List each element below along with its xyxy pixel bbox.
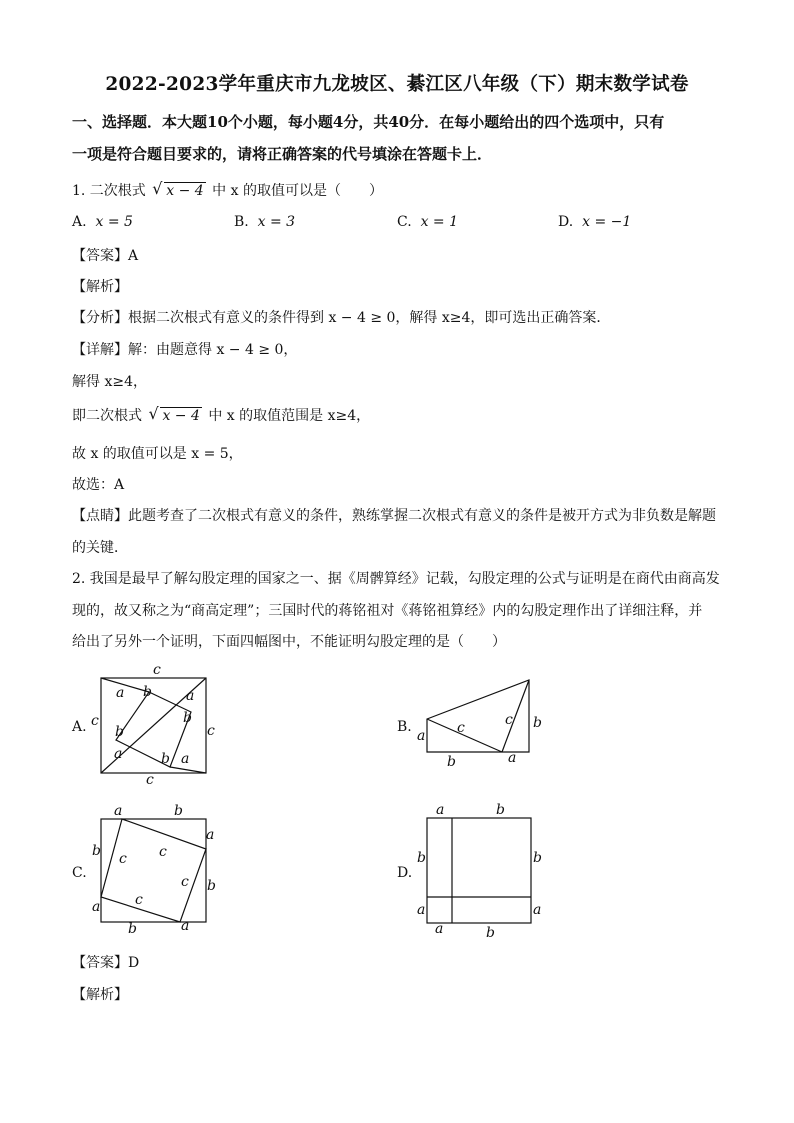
q2-stem-line3: 给出了另外一个证明，下面四幅图中，不能证明勾股定理的是（ ） <box>72 634 506 650</box>
fig-b-letter-b1: b <box>533 715 542 731</box>
fig-d-letter-a-left: a <box>417 902 426 918</box>
fig-a-letter-a1: a <box>116 685 125 701</box>
q1-option-d <box>558 214 631 230</box>
fig-b-letter-a2: a <box>508 750 517 766</box>
q1-step3-sqrt: √ x − 4 <box>148 404 200 424</box>
fig-c-letter-b-left: b <box>92 843 101 859</box>
fig-c-letter-b-bottom: b <box>128 921 137 937</box>
q1-option-d-value: x = −1 <box>582 214 632 230</box>
fig-b-letter-b2: b <box>447 754 456 770</box>
q1-dianjing-text1: 此题考查了二次根式有意义的条件，熟练掌握二次根式有意义的条件是被开方式为非负数是解题 <box>128 508 716 524</box>
q2-jiexi-tag: 【解析】 <box>72 987 128 1003</box>
fig-a-letter-a4: a <box>181 751 190 767</box>
fig-c-letter-a-top: a <box>114 803 123 819</box>
q1-radicand: x − 4 <box>166 183 204 199</box>
q1-option-b <box>234 214 295 230</box>
q1-step2: 解得 x≥4， <box>72 374 147 390</box>
fig-a-label: A. <box>72 719 87 735</box>
fig-b-letter-c2: c <box>505 712 513 728</box>
q1-stem-before: 1. 二次根式 <box>72 183 146 199</box>
q1-stem <box>72 180 383 200</box>
fig-d-letter-a-top: a <box>436 802 445 818</box>
fig-d-label: D. <box>397 865 413 881</box>
q2-answer-tag: 【答案】 <box>72 955 128 971</box>
q2-stem-line1: 2. 我国是最早了解勾股定理的国家之一、据《周髀算经》记载，勾股定理的公式与证明是在商代由商高发 <box>72 571 720 587</box>
fig-a-line-2 <box>170 767 206 773</box>
fig-c-letter-c4: c <box>135 892 143 908</box>
q1-xiangjie-text: 解：由题意得 x − 4 ≥ 0， <box>128 342 298 358</box>
fig-a-letter-b1: b <box>143 684 152 700</box>
fig-c-letter-a-right: a <box>206 827 215 843</box>
fig-a-inner-square <box>116 692 191 767</box>
q1-option-c-letter: C. <box>397 214 412 230</box>
q2-stem-line2: 现的，故又称之为“商高定理”；三国时代的蒋铭祖对《蒋铭祖算经》内的勾股定理作出了详细注释，并 <box>72 603 703 619</box>
q1-xiangjie-tag: 【详解】 <box>72 342 128 358</box>
figure-d-diagram <box>412 800 552 940</box>
figure-b-diagram <box>412 672 552 772</box>
fig-d-letter-a-bottom: a <box>435 921 444 937</box>
q1-dianjing-tag: 【点睛】 <box>72 508 128 524</box>
q2-answer-value: D <box>128 955 140 971</box>
figure-c-diagram <box>86 802 226 938</box>
q1-option-c <box>397 214 458 230</box>
fig-c-letter-b-top: b <box>174 803 183 819</box>
q1-dianjing-line2: 的关键． <box>72 540 128 556</box>
q1-stem-after: 中 x 的取值可以是（ ） <box>212 183 383 199</box>
fig-a-letter-a2: a <box>186 688 195 704</box>
fig-c-outer-square <box>101 819 206 922</box>
fig-c-letter-b-right: b <box>207 878 216 894</box>
q1-option-a-letter: A. <box>72 214 87 230</box>
fig-d-letter-b-top: b <box>496 802 505 818</box>
q1-fenxi-text: 根据二次根式有意义的条件得到 x − 4 ≥ 0，解得 x≥4，即可选出正确答案． <box>128 310 611 326</box>
q1-step3-after: 中 x 的取值范围是 x≥4， <box>208 408 371 424</box>
page-title: 2022-2023学年重庆市九龙坡区、綦江区八年级（下）期末数学试卷 <box>105 74 689 95</box>
q1-option-d-letter: D. <box>558 214 574 230</box>
fig-c-label: C. <box>72 865 87 881</box>
fig-c-letter-c3: c <box>181 874 189 890</box>
q1-dianjing <box>72 505 716 525</box>
q1-answer-tag: 【答案】 <box>72 248 128 264</box>
q1-xiangjie <box>72 339 297 359</box>
fig-d-letter-a-right: a <box>533 902 542 918</box>
q1-answer-value: A <box>128 248 139 264</box>
fig-c-letter-a-bottom: a <box>181 918 190 934</box>
q1-jiexi-tag: 【解析】 <box>72 279 128 295</box>
q1-step4: 故 x 的取值可以是 x = 5， <box>72 446 243 462</box>
fig-a-letter-b2: b <box>183 710 192 726</box>
section-heading-line2: 一项是符合题目要求的，请将正确答案的代号填涂在答题卡上． <box>72 145 493 163</box>
section-heading-line1: 一、选择题．本大题10个小题，每小题4分，共40分．在每小题给出的四个选项中，只有 <box>72 113 665 131</box>
q2-answer <box>72 952 139 972</box>
q1-option-a-value: x = 5 <box>95 214 133 230</box>
q1-step3 <box>72 405 370 425</box>
fig-d-letter-b-right: b <box>533 850 542 866</box>
fig-b-label: B. <box>397 719 412 735</box>
fig-c-letter-c1: c <box>119 851 127 867</box>
q1-option-c-value: x = 1 <box>420 214 459 230</box>
fig-b-letter-a1: a <box>417 728 426 744</box>
q1-step3-radicand: x − 4 <box>162 408 200 424</box>
q1-step3-before: 即二次根式 <box>72 408 142 424</box>
fig-c-inner-square <box>101 819 206 922</box>
q1-fenxi-tag: 【分析】 <box>72 310 128 326</box>
fig-a-letter-b3: b <box>115 724 124 740</box>
q1-option-a <box>72 214 133 230</box>
fig-a-line-1 <box>101 678 149 692</box>
fig-d-letter-b-left: b <box>417 850 426 866</box>
fig-d-outer-square <box>427 818 531 923</box>
q1-answer <box>72 245 138 265</box>
fig-c-letter-a-left: a <box>92 899 101 915</box>
figure-a-diagram <box>86 662 226 786</box>
fig-b-letter-c1: c <box>457 720 465 736</box>
q1-option-b-value: x = 3 <box>257 214 296 230</box>
fig-c-letter-c2: c <box>159 844 167 860</box>
fig-a-letter-c-bottom: c <box>146 772 154 786</box>
fig-a-letter-a3: a <box>114 746 123 762</box>
fig-a-letter-c-right: c <box>207 723 215 739</box>
fig-a-letter-b4: b <box>161 751 170 767</box>
q1-sqrt: √ x − 4 <box>152 179 204 199</box>
fig-a-letter-c-top: c <box>153 662 161 678</box>
fig-d-letter-b-bottom: b <box>486 925 495 940</box>
fig-a-letter-c-left: c <box>91 713 99 729</box>
q1-option-b-letter: B. <box>234 214 249 230</box>
q1-fenxi <box>72 307 610 327</box>
q1-step5: 故选：A <box>72 477 125 493</box>
